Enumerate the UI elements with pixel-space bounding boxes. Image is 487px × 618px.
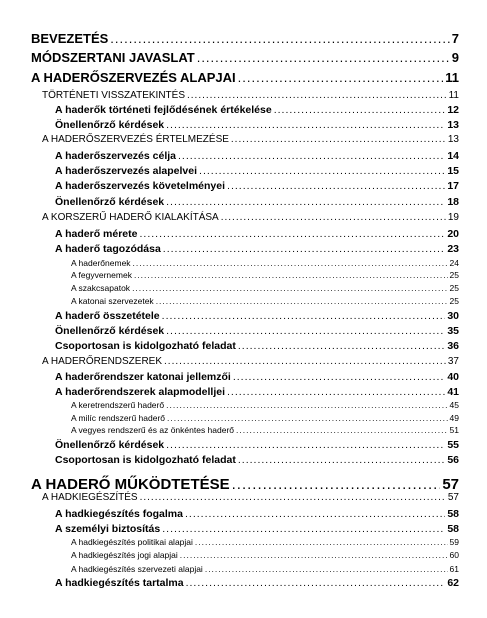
toc-entry <box>31 31 459 46</box>
toc-entry-title: A vegyes rendszerű és az önkéntes haderő <box>71 425 235 435</box>
toc-entry-page: 60 <box>449 550 459 560</box>
dot-leader <box>238 340 445 352</box>
dot-leader <box>178 150 445 162</box>
toc-entry-page: 56 <box>447 454 459 466</box>
dot-leader <box>139 228 445 240</box>
toc-entry-page: 30 <box>447 310 459 322</box>
dot-leader <box>185 508 445 520</box>
toc-entry <box>55 104 459 116</box>
toc-entry-page: 11 <box>445 70 459 85</box>
toc-entry <box>71 564 459 574</box>
toc-entry-page: 45 <box>449 400 459 410</box>
dot-leader <box>166 325 445 337</box>
toc-entry-page: 37 <box>447 356 459 367</box>
toc-entry-page: 35 <box>447 325 459 337</box>
toc-entry-title: A milíc rendszerű haderő <box>71 413 166 423</box>
dot-leader <box>233 371 445 383</box>
toc-entry-title: A haderőrendszerek alapmodelljei <box>55 386 226 398</box>
toc-entry-title: MÓDSZERTANI JAVASLAT <box>31 50 195 65</box>
toc-entry-title: Önellenőrző kérdések <box>55 439 165 451</box>
dot-leader <box>238 454 445 466</box>
dot-leader <box>199 165 445 177</box>
toc-entry-page: 49 <box>449 413 459 423</box>
toc-entry <box>55 371 459 383</box>
dot-leader <box>163 243 446 255</box>
toc-entry-title: A HADERŐSZERVEZÉS ÉRTELMEZÉSE <box>42 134 229 145</box>
toc-entry-title: A haderő mérete <box>55 228 138 240</box>
toc-entry <box>42 134 459 145</box>
dot-leader <box>140 492 446 503</box>
toc-entry-title: A HADERŐ MŰKÖDTETÉSE <box>31 476 230 493</box>
toc-entry-title: A HADKIEGÉSZÍTÉS <box>42 492 138 503</box>
toc-entry <box>71 413 459 423</box>
toc-entry-title: Önellenőrző kérdések <box>55 119 165 131</box>
toc-entry-title: A hadkiegészítés jogi alapjai <box>71 550 178 560</box>
toc-entry-page: 41 <box>447 386 459 398</box>
dot-leader <box>236 425 448 435</box>
toc-entry <box>71 400 459 410</box>
toc-entry-page: 7 <box>451 31 459 46</box>
toc-entry-page: 58 <box>447 508 459 520</box>
toc-entry <box>55 119 459 131</box>
toc-entry <box>42 90 459 101</box>
toc-entry-page: 17 <box>447 180 459 192</box>
dot-leader <box>238 70 444 85</box>
toc-entry-page: 25 <box>449 296 459 306</box>
toc-entry-page: 55 <box>447 439 459 451</box>
toc-entry-page: 12 <box>447 104 459 116</box>
dot-leader <box>162 523 445 535</box>
toc-entry-page: 57 <box>447 492 459 503</box>
toc-entry <box>55 325 459 337</box>
toc-entry <box>55 180 459 192</box>
toc-entry-page: 20 <box>447 228 459 240</box>
toc-entry-title: A hadkiegészítés politikai alapjai <box>71 537 193 547</box>
toc-entry <box>71 283 459 293</box>
dot-leader <box>186 577 446 589</box>
toc-entry <box>55 310 459 322</box>
toc-entry <box>55 340 459 352</box>
toc-entry <box>71 425 459 435</box>
toc-entry <box>71 258 459 268</box>
toc-entry-title: A haderőszervezés célja <box>55 150 177 162</box>
toc-entry-title: A hadkiegészítés fogalma <box>55 508 183 520</box>
toc-entry <box>55 523 459 535</box>
toc-entry <box>55 196 459 208</box>
toc-entry-page: 13 <box>447 119 459 131</box>
toc-entry-page: 18 <box>447 196 459 208</box>
toc-entry-title: TÖRTÉNETI VISSZATEKINTÉS <box>42 90 185 101</box>
dot-leader <box>274 104 446 116</box>
toc-entry-title: Önellenőrző kérdések <box>55 325 165 337</box>
toc-entry-page: 61 <box>449 564 459 574</box>
toc-entry <box>55 386 459 398</box>
dot-leader <box>132 283 447 293</box>
dot-leader <box>166 119 445 131</box>
toc-entry-page: 25 <box>449 270 459 280</box>
toc-entry <box>31 476 459 493</box>
toc-entry <box>55 228 459 240</box>
toc-entry-title: A személyi biztosítás <box>55 523 161 535</box>
toc-entry-page: 15 <box>447 165 459 177</box>
toc-entry <box>55 165 459 177</box>
dot-leader <box>195 537 448 547</box>
toc-entry-title: BEVEZETÉS <box>31 31 109 46</box>
toc-entry <box>71 296 459 306</box>
toc-entry <box>55 454 459 466</box>
dot-leader <box>133 258 448 268</box>
toc-entry-title: A haderőnemek <box>71 258 131 268</box>
dot-leader <box>156 296 448 306</box>
toc-entry <box>71 537 459 547</box>
toc-entry-page: 9 <box>451 50 459 65</box>
toc-entry-page: 57 <box>442 476 459 493</box>
toc-entry-title: A KORSZERŰ HADERŐ KIALAKÍTÁSA <box>42 212 219 223</box>
toc-entry-title: A HADERŐRENDSZEREK <box>42 356 163 367</box>
toc-entry-title: A keretrendszerű haderő <box>71 400 165 410</box>
toc-entry-page: 58 <box>447 523 459 535</box>
toc-entry <box>42 212 459 223</box>
dot-leader <box>227 180 445 192</box>
toc-entry-title: A hadkiegészítés szervezeti alapjai <box>71 564 203 574</box>
toc-entry <box>31 50 459 65</box>
dot-leader <box>164 356 446 367</box>
toc-entry-title: A szakcsapatok <box>71 283 131 293</box>
dot-leader <box>231 134 446 145</box>
toc-entry <box>55 150 459 162</box>
toc-entry-page: 19 <box>447 212 459 223</box>
toc-entry-title: A haderők történeti fejlődésének értékelése <box>55 104 272 116</box>
toc-entry <box>42 492 459 503</box>
toc-entry <box>55 577 459 589</box>
toc-entry <box>42 356 459 367</box>
dot-leader <box>166 196 445 208</box>
toc-entry-page: 51 <box>449 425 459 435</box>
toc-entry-title: A haderő tagozódása <box>55 243 161 255</box>
toc-entry-title: A haderőrendszer katonai jellemzői <box>55 371 231 383</box>
toc-entry-title: A haderőszervezés alapelvei <box>55 165 198 177</box>
toc-entry-title: A fegyvernemek <box>71 270 132 280</box>
toc-entry-page: 25 <box>449 283 459 293</box>
toc-entry <box>55 508 459 520</box>
dot-leader <box>221 212 446 223</box>
toc-entry <box>31 70 459 85</box>
toc-entry <box>55 439 459 451</box>
dot-leader <box>205 564 448 574</box>
toc-entry-title: A katonai szervezetek <box>71 296 154 306</box>
dot-leader <box>134 270 448 280</box>
toc-entry-title: A hadkiegészítés tartalma <box>55 577 184 589</box>
toc-entry-page: 24 <box>449 258 459 268</box>
dot-leader <box>166 439 445 451</box>
dot-leader <box>227 386 445 398</box>
dot-leader <box>162 310 446 322</box>
toc-entry-title: Csoportosan is kidolgozható feladat <box>55 340 236 352</box>
toc-entry-page: 40 <box>447 371 459 383</box>
toc-entry-page: 36 <box>447 340 459 352</box>
toc-entry-page: 14 <box>447 150 459 162</box>
dot-leader <box>187 90 447 101</box>
dot-leader <box>232 476 441 493</box>
dot-leader <box>167 413 448 423</box>
toc-entry-page: 59 <box>449 537 459 547</box>
toc-entry-title: A HADERŐSZERVEZÉS ALAPJAI <box>31 70 236 85</box>
dot-leader <box>110 31 449 46</box>
dot-leader <box>166 400 447 410</box>
toc-entry-page: 23 <box>447 243 459 255</box>
toc-entry-page: 62 <box>447 577 459 589</box>
toc-entry-page: 13 <box>447 134 459 145</box>
toc-entry <box>71 270 459 280</box>
toc-entry-title: A haderőszervezés követelményei <box>55 180 226 192</box>
toc-entry-page: 11 <box>448 90 459 101</box>
toc-entry-title: Csoportosan is kidolgozható feladat <box>55 454 236 466</box>
toc-entry <box>55 243 459 255</box>
dot-leader <box>180 550 448 560</box>
toc-entry-title: A haderő összetétele <box>55 310 160 322</box>
dot-leader <box>197 50 450 65</box>
toc-entry-title: Önellenőrző kérdések <box>55 196 165 208</box>
toc-entry <box>71 550 459 560</box>
